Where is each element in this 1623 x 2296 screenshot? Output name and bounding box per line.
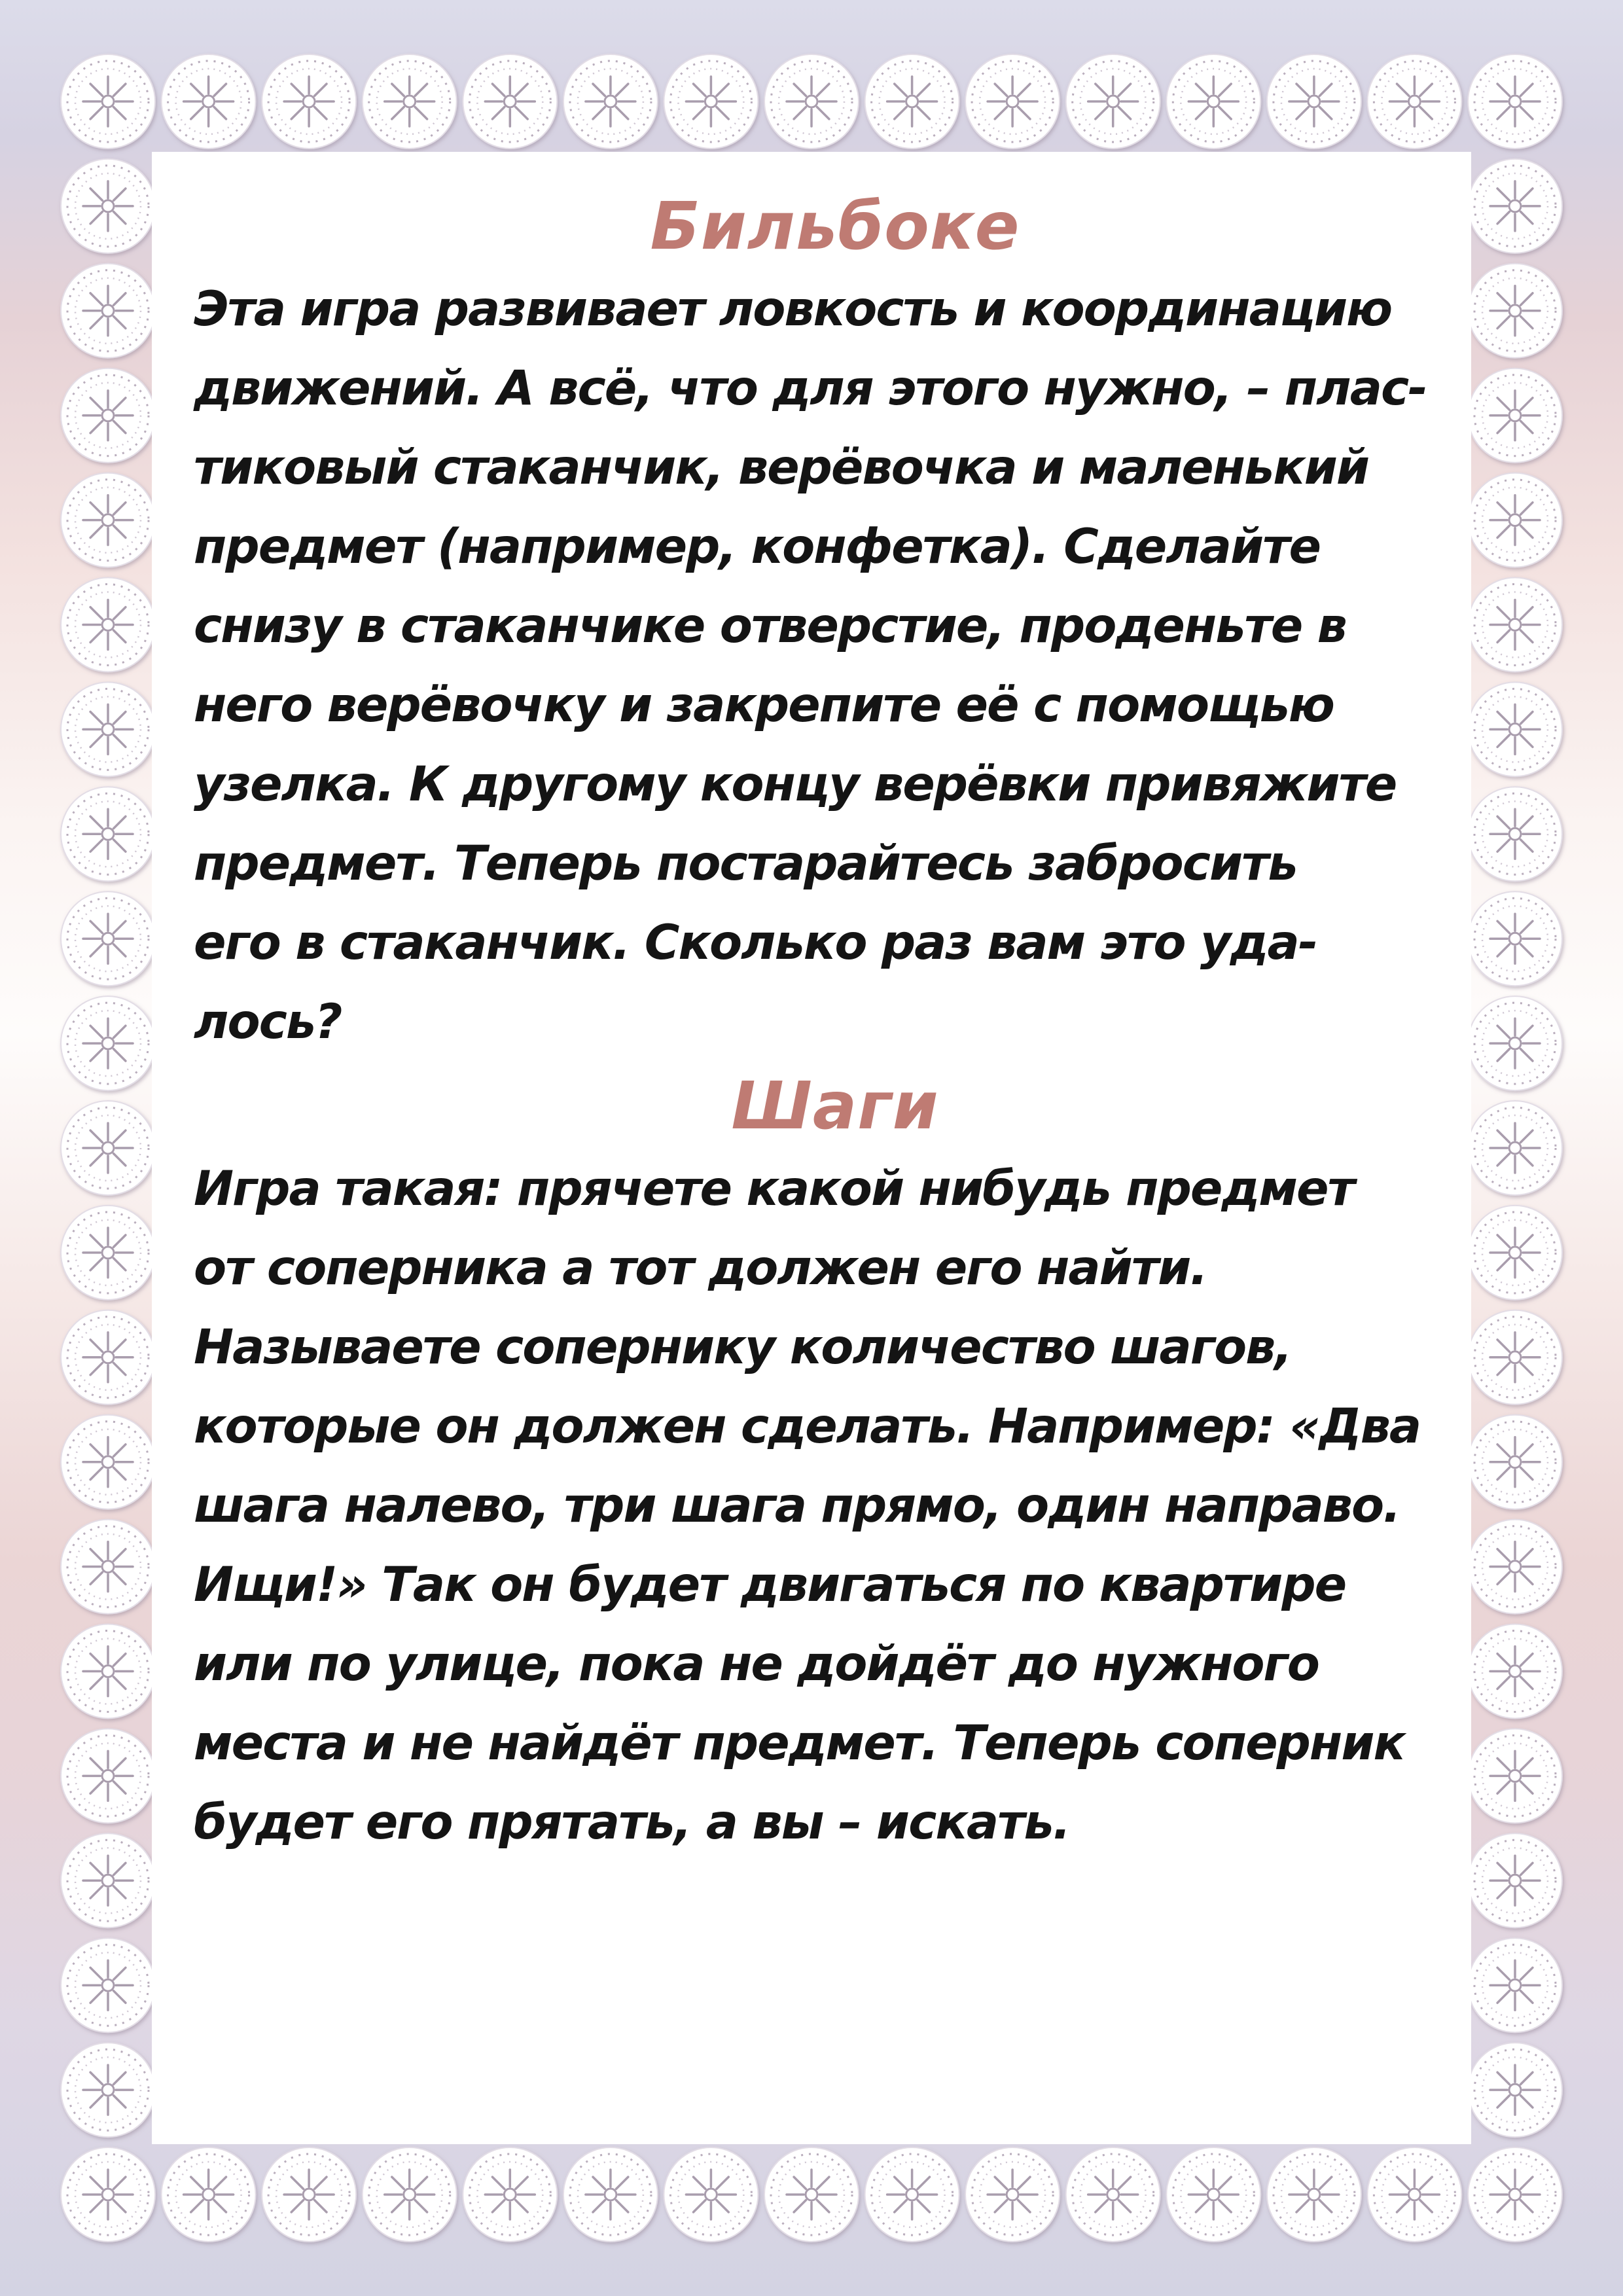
lace-doily bbox=[61, 996, 155, 1090]
lace-doily bbox=[1468, 2147, 1562, 2242]
lace-doily bbox=[61, 787, 155, 881]
text-line: движений. А всё, что для этого нужно, – плас- bbox=[194, 361, 1427, 416]
lace-doily bbox=[463, 2147, 557, 2242]
lace-doily bbox=[664, 54, 758, 149]
lace-doily bbox=[61, 2043, 155, 2137]
lace-doily bbox=[162, 2147, 256, 2242]
text-line: Ищи!» Так он будет двигаться по квартире bbox=[194, 1557, 1346, 1613]
lace-doily bbox=[61, 1938, 155, 2032]
lace-doily bbox=[1468, 1520, 1562, 1614]
lace-doily bbox=[61, 159, 155, 253]
lace-doily bbox=[1468, 1833, 1562, 1928]
text-line: шага налево, три шага прямо, один направо. bbox=[194, 1478, 1400, 1534]
lace-doily bbox=[61, 2147, 155, 2242]
lace-doily bbox=[1468, 264, 1562, 358]
lace-doily bbox=[61, 1415, 155, 1509]
lace-doily bbox=[1267, 2147, 1361, 2242]
lace-doily bbox=[865, 2147, 959, 2242]
lace-doily bbox=[1468, 159, 1562, 253]
lace-doily bbox=[61, 1101, 155, 1195]
lace-doily bbox=[563, 54, 658, 149]
lace-doily bbox=[1468, 996, 1562, 1090]
section-title: Бильбоке bbox=[650, 188, 1020, 264]
text-line: предмет. Теперь постарайтесь забросить bbox=[194, 836, 1297, 891]
lace-doily bbox=[1166, 2147, 1260, 2242]
lace-doily bbox=[262, 2147, 356, 2242]
lace-doily bbox=[764, 2147, 859, 2242]
section-paragraph bbox=[194, 1149, 1476, 1862]
lace-doily bbox=[965, 54, 1060, 149]
lace-doily bbox=[363, 54, 457, 149]
lace-doily bbox=[61, 682, 155, 776]
text-line: Эта игра развивает ловкость и координацию bbox=[194, 281, 1392, 337]
text-line: от соперника а тот должен его найти. bbox=[194, 1240, 1207, 1296]
lace-doily bbox=[1468, 54, 1562, 149]
lace-doily bbox=[764, 54, 859, 149]
lace-doily bbox=[61, 1729, 155, 1823]
lace-doily bbox=[1066, 54, 1160, 149]
lace-doily bbox=[61, 1310, 155, 1405]
lace-doily bbox=[1468, 1729, 1562, 1823]
lace-doily bbox=[1468, 1101, 1562, 1195]
lace-doily bbox=[1468, 2043, 1562, 2137]
text-line: узелка. К другому концу верёвки привяжите bbox=[194, 757, 1397, 812]
lace-doily bbox=[1066, 2147, 1160, 2242]
text-line: предмет (например, конфетка). Сделайте bbox=[194, 519, 1320, 575]
text-line: него верёвочку и закрепите её с помощью bbox=[194, 677, 1334, 733]
text-line: тиковый стаканчик, верёвочка и маленький bbox=[194, 440, 1369, 495]
lace-doily bbox=[463, 54, 557, 149]
lace-doily bbox=[61, 578, 155, 672]
lace-doily bbox=[61, 891, 155, 986]
text-line: Игра такая: прячете какой нибудь предмет bbox=[194, 1161, 1354, 1217]
text-line: места и не найдёт предмет. Теперь соперник bbox=[194, 1715, 1405, 1771]
lace-doily bbox=[1166, 54, 1260, 149]
lace-doily bbox=[1367, 2147, 1461, 2242]
text-line: или по улице, пока не дойдёт до нужного bbox=[194, 1636, 1319, 1692]
lace-doily bbox=[61, 1206, 155, 1300]
lace-doily bbox=[1468, 368, 1562, 463]
text-line: снизу в стаканчике отверстие, проденьте в bbox=[194, 598, 1346, 654]
article bbox=[194, 183, 1476, 1862]
lace-doily bbox=[1468, 1938, 1562, 2032]
text-line: его в стаканчик. Сколько раз вам это уда- bbox=[194, 915, 1317, 971]
text-line: будет его прятать, а вы – искать. bbox=[194, 1795, 1070, 1850]
lace-doily bbox=[61, 1520, 155, 1614]
lace-doily bbox=[1468, 578, 1562, 672]
text-line: лось? bbox=[194, 994, 342, 1050]
lace-doily bbox=[1468, 787, 1562, 881]
lace-doily bbox=[563, 2147, 658, 2242]
lace-doily bbox=[61, 473, 155, 567]
lace-doily bbox=[162, 54, 256, 149]
lace-doily bbox=[664, 2147, 758, 2242]
section-title: Шаги bbox=[731, 1067, 939, 1144]
lace-doily bbox=[61, 1624, 155, 1719]
lace-doily bbox=[61, 264, 155, 358]
section-paragraph bbox=[194, 270, 1476, 1062]
lace-doily bbox=[61, 54, 155, 149]
lace-doily bbox=[61, 1833, 155, 1928]
lace-doily bbox=[1468, 1415, 1562, 1509]
section-bilboke bbox=[194, 183, 1476, 1062]
lace-doily bbox=[363, 2147, 457, 2242]
lace-doily bbox=[865, 54, 959, 149]
text-line: Называете сопернику количество шагов, bbox=[194, 1319, 1292, 1375]
lace-doily bbox=[61, 368, 155, 463]
lace-doily bbox=[1468, 1206, 1562, 1300]
lace-doily bbox=[262, 54, 356, 149]
lace-doily bbox=[965, 2147, 1060, 2242]
lace-doily bbox=[1468, 682, 1562, 776]
lace-doily bbox=[1468, 1310, 1562, 1405]
section-shagi bbox=[194, 1063, 1476, 1862]
lace-doily bbox=[1367, 54, 1461, 149]
lace-doily bbox=[1267, 54, 1361, 149]
lace-doily bbox=[1468, 1624, 1562, 1719]
lace-doily bbox=[1468, 473, 1562, 567]
lace-doily bbox=[1468, 891, 1562, 986]
text-line: которые он должен сделать. Например: «Два bbox=[194, 1399, 1421, 1454]
